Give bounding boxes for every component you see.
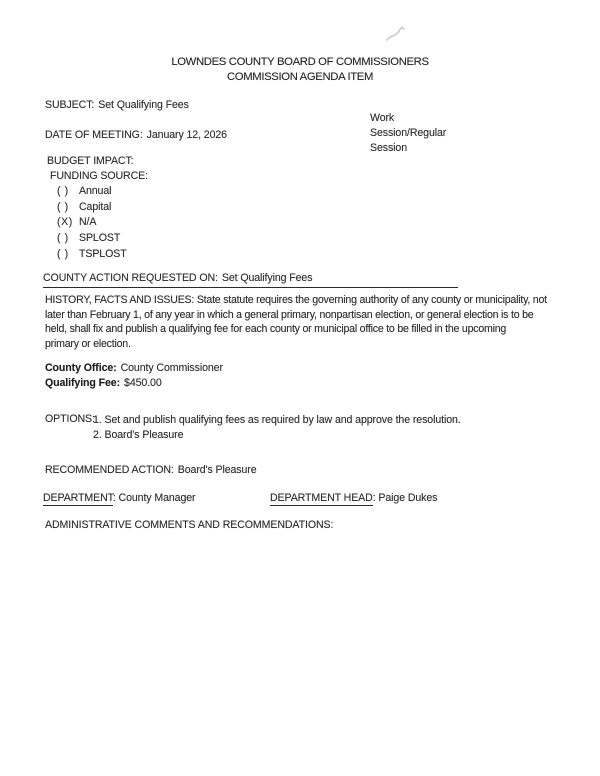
funding-option-capital [57, 200, 127, 216]
funding-option-annual [57, 184, 127, 200]
subject-value: Set Qualifying Fees [98, 99, 189, 111]
document-type-title: COMMISSION AGENDA ITEM [226, 71, 374, 83]
subject-field [45, 99, 189, 111]
document-header [0, 55, 600, 85]
department-head-label: DEPARTMENT HEAD [270, 492, 373, 504]
option-item-1: 1. Set and publish qualifying fees as required by law and approve the resolution. [93, 414, 461, 426]
meeting-type-line: Session [370, 142, 407, 154]
department-head-field [270, 492, 437, 504]
department-head-value: : Paige Dukes [372, 492, 438, 504]
meeting-type-block [370, 111, 446, 156]
date-of-meeting-value: January 12, 2026 [146, 129, 227, 141]
department-value: : County Manager [112, 492, 196, 504]
subject-label: SUBJECT: [45, 99, 95, 111]
recommended-action-field [45, 464, 257, 476]
county-action-field [43, 272, 458, 288]
history-line: later than February 1, of any year in which a general primary, nonpartisan election, or general election is to be [45, 308, 534, 321]
funding-option-label: Annual [79, 185, 112, 197]
funding-option-tsplost [57, 247, 127, 263]
date-of-meeting-label: DATE OF MEETING: [45, 129, 143, 141]
county-action-label: COUNTY ACTION REQUESTED ON: [43, 272, 218, 284]
checkbox-mark: ( ) [57, 232, 69, 245]
budget-impact-label: BUDGET IMPACT: [47, 155, 134, 167]
department-label: DEPARTMENT [43, 492, 113, 504]
recommended-action-value: Board's Pleasure [177, 464, 257, 476]
options-list [93, 413, 461, 443]
funding-option-splost [57, 231, 127, 247]
history-facts-issues-paragraph [45, 293, 547, 351]
qualifying-fee-label: Qualifying Fee: [45, 377, 121, 389]
history-line: primary or election. [45, 337, 131, 350]
funding-source-list [57, 184, 127, 263]
funding-option-label: N/A [79, 216, 97, 229]
history-line: held, shall fix and publish a qualifying fee for each county or municipal office to be filled in the upcoming [45, 323, 507, 336]
funding-option-label: TSPLOST [79, 247, 127, 260]
options-label: OPTIONS: [45, 413, 95, 425]
county-office-label: County Office: [45, 362, 117, 374]
checkbox-mark: ( ) [57, 200, 69, 213]
meeting-type-line: Session/Regular [370, 127, 447, 139]
meeting-type-line: Work [370, 112, 395, 124]
checkbox-mark-checked: (X) [57, 216, 73, 229]
county-action-value: Set Qualifying Fees [221, 272, 313, 284]
county-office-field [45, 362, 223, 374]
history-line: HISTORY, FACTS AND ISSUES: State statute requires the governing authority of any county or municipality, not [45, 294, 547, 306]
funding-option-label: Capital [79, 200, 112, 213]
funding-option-na [57, 215, 127, 231]
checkbox-mark: ( ) [57, 247, 69, 260]
recommended-action-label: RECOMMENDED ACTION: [45, 464, 174, 476]
scan-artifact-mark [384, 26, 406, 44]
option-item-2: 2. Board’s Pleasure [93, 429, 184, 442]
checkbox-mark: ( ) [57, 185, 69, 197]
date-of-meeting-field [45, 129, 227, 141]
qualifying-fee-value: $450.00 [124, 377, 162, 389]
administrative-comments-label: ADMINISTRATIVE COMMENTS AND RECOMMENDATIONS: [45, 519, 334, 531]
org-name-title: LOWNDES COUNTY BOARD OF COMMISSIONERS [171, 56, 429, 68]
funding-option-label: SPLOST [79, 232, 121, 245]
qualifying-fee-field [45, 377, 162, 389]
county-office-value: County Commissioner [120, 362, 223, 374]
department-field [43, 492, 195, 504]
funding-source-label: FUNDING SOURCE: [50, 170, 148, 182]
